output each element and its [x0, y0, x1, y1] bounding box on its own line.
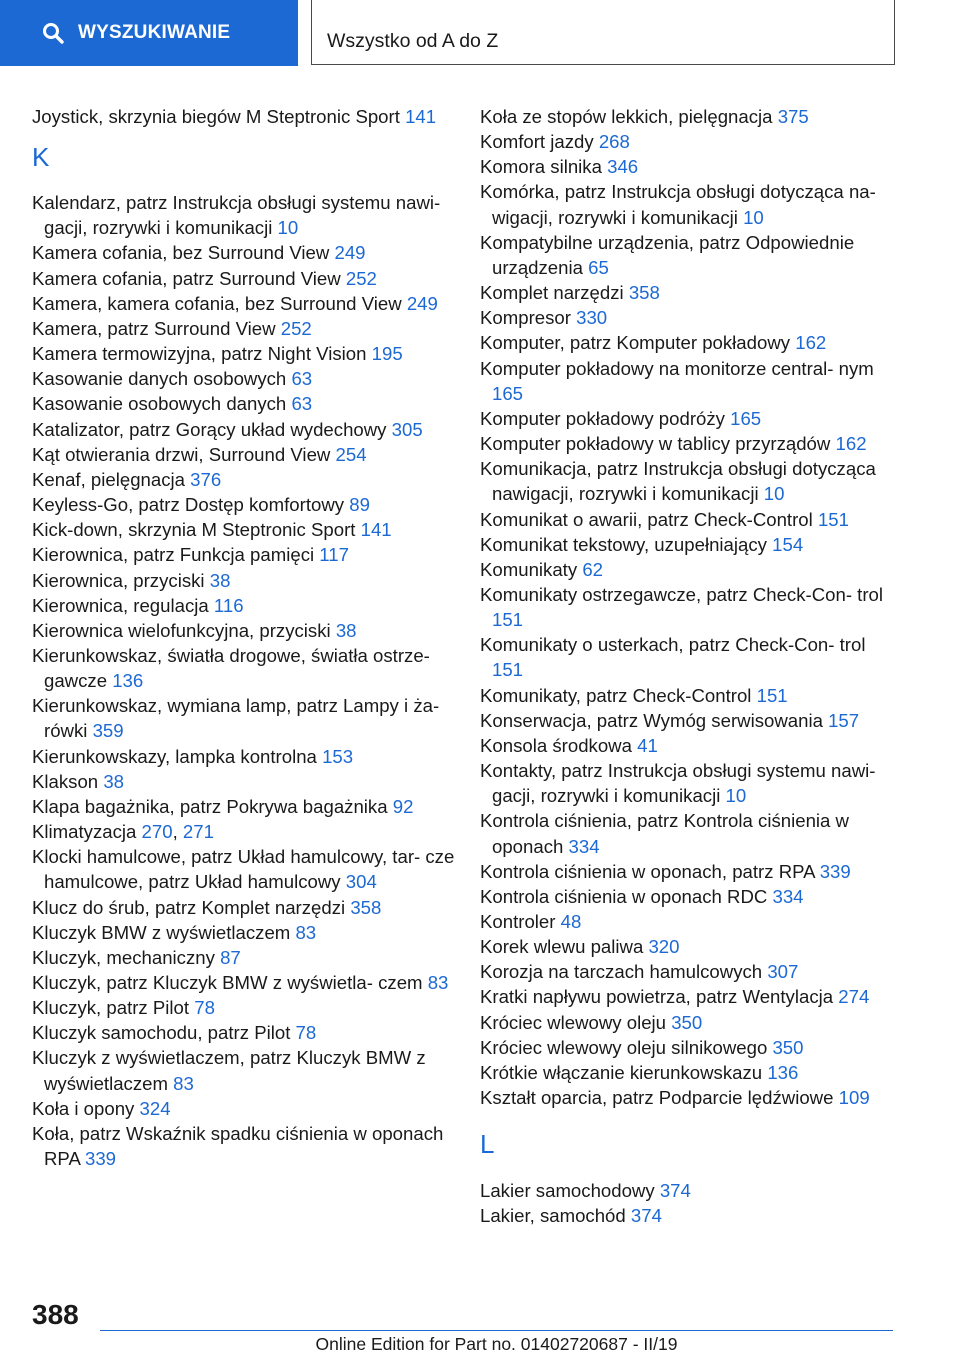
index-entry: [32, 945, 457, 970]
index-entry-text: Komputer pokładowy na monitorze central‐ nym: [480, 357, 874, 379]
search-button[interactable]: [0, 0, 298, 66]
page-reference-link[interactable]: 324: [139, 1097, 171, 1119]
index-entry: [480, 557, 900, 582]
index-entry: [32, 542, 457, 567]
page-reference-link[interactable]: 254: [335, 443, 367, 465]
page-reference-link[interactable]: 62: [582, 558, 604, 580]
page-reference-link[interactable]: 375: [777, 106, 809, 127]
index-entry-text: Kompatybilne urządzenia, patrz Odpowiednie urządzenia: [480, 231, 855, 278]
page-reference-link[interactable]: 358: [628, 282, 660, 304]
index-entry: [32, 266, 457, 291]
index-entry-text: Króciec wlewowy oleju: [480, 1011, 667, 1033]
index-entry: [32, 341, 457, 366]
index-entry-text: Kratki napływu powietrza, patrz Wentylacja: [480, 986, 834, 1008]
index-entry-text: Kontrola ciśnienia w oponach RDC: [480, 885, 768, 907]
page-reference-link[interactable]: 162: [795, 332, 827, 354]
page-reference-link[interactable]: 89: [349, 494, 370, 516]
index-entry-text: Kick-down, skrzynia M Steptronic Sport: [32, 519, 356, 541]
index-entry-text: Kierownica, patrz Funkcja pamięci: [32, 544, 315, 566]
index-entry-text: Keyless-Go, patrz Dostęp komfortowy: [32, 494, 345, 516]
page-reference-link[interactable]: 195: [371, 343, 403, 365]
index-entry-text: Kalendarz, patrz Instrukcja obsługi systemu nawi‐ gacji, rozrywki i komunikacji: [32, 192, 441, 239]
index-entry: [32, 1045, 457, 1095]
page-reference-link[interactable]: 271: [182, 821, 214, 843]
index-entry: [32, 920, 457, 945]
index-entry-text: Kierownica, regulacja: [32, 594, 209, 616]
index-entry: [480, 305, 900, 330]
index-entry: [480, 632, 900, 682]
page-reference-link[interactable]: 252: [280, 317, 312, 339]
index-entry: Klimatyzacja 270, 271: [32, 821, 214, 843]
index-entry: [32, 643, 457, 693]
search-label: WYSZUKIWANIE: [78, 22, 231, 43]
index-entry-text: Katalizator, patrz Gorący układ wydechowy: [32, 418, 387, 440]
index-entry-text: Kierownica, przyciski: [32, 569, 205, 591]
index-entry: [480, 1060, 900, 1085]
index-entry: [480, 280, 900, 305]
index-entry-text: Kierunkowskaz, światła drogowe, światła ostrze‐ gawcze: [32, 644, 430, 692]
index-entry-text: Korozja na tarczach hamulcowych: [480, 961, 763, 983]
index-entry: [480, 859, 900, 884]
index-entry: [480, 406, 900, 431]
page-reference-link[interactable]: 339: [819, 860, 851, 882]
index-entry: [32, 517, 457, 542]
index-entry: [32, 190, 457, 240]
page-reference-link[interactable]: 320: [648, 936, 680, 958]
page-reference-link[interactable]: 359: [92, 720, 124, 742]
index-entry-text: Kierunkowskaz, wymiana lamp, patrz Lampy i ża‐ rówki: [32, 695, 440, 742]
index-entry-text: Kamera termowizyjna, patrz Night Vision: [32, 343, 367, 365]
search-icon: [42, 22, 64, 44]
index-entry: [32, 366, 457, 391]
page-reference-link[interactable]: 252: [345, 267, 377, 289]
page-reference-link[interactable]: 10: [743, 206, 764, 228]
page-reference-link[interactable]: 10: [277, 217, 299, 239]
section-letter-heading: K: [32, 142, 50, 173]
page-reference-link[interactable]: 63: [291, 393, 313, 415]
index-entry-text: Kontakty, patrz Instrukcja obsługi systemu nawi‐ gacji, rozrywki i komunikacji: [480, 760, 876, 807]
index-entry-text: Kamera cofania, bez Surround View: [32, 242, 330, 264]
index-entry: [32, 316, 457, 341]
page-reference-link[interactable]: 304: [345, 871, 377, 893]
index-entry: [32, 844, 457, 894]
index-entry: [480, 230, 900, 280]
index-entry: [480, 582, 900, 632]
page-reference-link[interactable]: 334: [568, 835, 600, 857]
index-entry-text: Krótkie włączanie kierunkowskazu: [480, 1061, 763, 1083]
index-entry-text: Komunikaty, patrz Check-Control: [480, 684, 752, 706]
index-entry-text: Komputer pokładowy w tablicy przyrządów: [480, 433, 831, 455]
page-reference-link[interactable]: 65: [588, 256, 609, 278]
page-reference-link[interactable]: 83: [295, 921, 317, 943]
index-entry-text: Kąt otwierania drzwi, Surround View: [32, 443, 331, 465]
section-title: Wszystko od A do Z: [327, 30, 499, 52]
index-entry: [32, 568, 457, 593]
page-number: 388: [32, 1299, 79, 1330]
page-reference-link[interactable]: 141: [360, 519, 392, 541]
page-reference-link[interactable]: 270: [141, 821, 173, 843]
index-entry-text: Klucz do śrub, patrz Komplet narzędzi: [32, 896, 346, 918]
index-entry-text: Kontrola ciśnienia w oponach, patrz RPA: [480, 860, 815, 882]
index-entry: [480, 984, 900, 1009]
index-entry-text: Kasowanie osobowych danych: [32, 393, 287, 415]
index-entry: [480, 129, 900, 154]
section-letter-heading: L: [480, 1129, 495, 1160]
index-entry-text: Kluczyk z wyświetlaczem, patrz Kluczyk BMW z wyświetlaczem: [32, 1047, 426, 1094]
page-reference-link[interactable]: 151: [492, 659, 524, 681]
index-entry-text: Klakson: [32, 770, 99, 792]
index-entry-text: Joystick, skrzynia biegów M Steptronic Sport: [32, 106, 400, 127]
page-reference-link[interactable]: 339: [85, 1148, 117, 1170]
index-entry: [480, 154, 900, 179]
page-reference-link[interactable]: 330: [576, 307, 608, 329]
index-entry: [480, 532, 900, 557]
page-reference-link[interactable]: 334: [772, 885, 804, 907]
index-entry: [32, 593, 457, 618]
index-entry-text: Komplet narzędzi: [480, 282, 624, 304]
index-column-right: [480, 104, 900, 1229]
index-entry-text: Kluczyk samochodu, patrz Pilot: [32, 1022, 291, 1044]
index-entry-text: Koła, patrz Wskaźnik spadku ciśnienia w oponach RPA: [32, 1122, 444, 1170]
page-reference-link[interactable]: 10: [763, 483, 785, 505]
page-reference-link[interactable]: 307: [767, 961, 799, 983]
page-reference-link[interactable]: 83: [173, 1072, 194, 1094]
page-reference-link[interactable]: 78: [194, 997, 215, 1019]
page-reference-link[interactable]: 165: [492, 382, 524, 404]
index-entry-text: Komora silnika: [480, 156, 602, 178]
page-reference-link[interactable]: 109: [838, 1087, 870, 1109]
index-entry-text: Kluczyk, patrz Pilot: [32, 997, 190, 1019]
index-entry: [480, 330, 900, 355]
page-reference-link[interactable]: 38: [103, 770, 125, 792]
page-reference-link[interactable]: 48: [560, 911, 582, 932]
page-reference-link[interactable]: 116: [213, 594, 244, 616]
index-entry-text: Koła ze stopów lekkich, pielęgnacja: [480, 106, 773, 127]
page-reference-link[interactable]: 136: [112, 670, 144, 692]
index-entry: [32, 1121, 457, 1171]
index-entry-text: Komunikaty: [480, 558, 578, 580]
index-entry: [32, 1020, 457, 1045]
index-entry-text: Koła i opony: [32, 1097, 135, 1119]
footer-edition-text: Online Edition for Part no. 01402720687 - II/19: [315, 1334, 678, 1354]
page-reference-link[interactable]: 358: [350, 896, 382, 918]
index-entry: [32, 104, 457, 129]
index-entry: [480, 758, 900, 808]
index-entry: [480, 456, 900, 506]
index-entry: [480, 1178, 900, 1203]
index-entry: [480, 884, 900, 909]
page-reference-link[interactable]: 376: [190, 468, 222, 490]
index-entry-text: Kenaf, pielęgnacja: [32, 468, 185, 490]
index-entry: [32, 995, 457, 1020]
index-entry-text: Kierunkowskazy, lampka kontrolna: [32, 745, 317, 767]
page-reference-link[interactable]: 78: [295, 1022, 317, 1044]
page-reference-link[interactable]: 63: [291, 368, 313, 390]
page-reference-link[interactable]: 41: [637, 734, 658, 756]
index-entry: [480, 909, 900, 934]
index-entry: [480, 356, 900, 406]
page-reference-link[interactable]: 151: [756, 684, 788, 706]
page-reference-link[interactable]: 350: [671, 1011, 703, 1033]
index-entry: [32, 467, 457, 492]
index-entry-text: Kompresor: [480, 307, 571, 329]
index-entry-text: Klimatyzacja: [32, 821, 137, 843]
page-reference-link[interactable]: 141: [405, 106, 437, 127]
index-entry: [480, 104, 900, 129]
page-reference-link[interactable]: 374: [630, 1205, 662, 1227]
index-entry-text: Kamera, kamera cofania, bez Surround View: [32, 292, 402, 314]
index-entry-text: Króciec wlewowy oleju silnikowego: [480, 1036, 768, 1058]
index-entry-text: Konserwacja, patrz Wymóg serwisowania: [480, 709, 823, 731]
index-entry: [32, 970, 457, 995]
index-entry: [32, 240, 457, 265]
index-entry-text: Kamera cofania, patrz Surround View: [32, 267, 341, 289]
page-reference-link[interactable]: 350: [772, 1036, 804, 1058]
index-entry: [32, 769, 457, 794]
index-entry: [32, 442, 457, 467]
page-reference-link[interactable]: 165: [730, 407, 762, 429]
page-reference-link[interactable]: 87: [220, 946, 241, 968]
page-reference-link[interactable]: 162: [835, 433, 867, 455]
index-entry-text: Komunikacja, patrz Instrukcja obsługi dotycząca nawigacji, rozrywki i komunikacji: [480, 458, 876, 505]
index-entry: [32, 492, 457, 517]
index-entry: [32, 693, 457, 743]
index-entry-text: Korek wlewu paliwa: [480, 936, 644, 958]
index-entry: [32, 895, 457, 920]
page-reference-link[interactable]: 136: [767, 1061, 799, 1083]
index-entry-text: Kasowanie danych osobowych: [32, 368, 287, 390]
header-bar: [0, 0, 960, 66]
page-reference-link[interactable]: 249: [406, 292, 438, 314]
index-entry-text: Komunikat tekstowy, uzupełniający: [480, 533, 767, 555]
index-entry-text: Komórka, patrz Instrukcja obsługi dotycząca na‐ wigacji, rozrywki i komunikacji: [480, 181, 876, 228]
page-reference-link[interactable]: 151: [492, 609, 524, 631]
index-entry-text: Komputer, patrz Komputer pokładowy: [480, 332, 791, 354]
footer-divider: [100, 1330, 893, 1331]
index-entry: [32, 291, 457, 316]
index-entry: [480, 683, 900, 708]
page-reference-link[interactable]: 153: [322, 745, 354, 767]
index-entry: [32, 794, 457, 819]
index-entry-text: Konsola środkowa: [480, 734, 632, 756]
page-reference-link[interactable]: 305: [391, 418, 423, 440]
index-entry: [480, 1010, 900, 1035]
index-entry-text: Lakier, samochód: [480, 1205, 626, 1227]
index-entry-text: Kluczyk BMW z wyświetlaczem: [32, 921, 291, 943]
page-reference-link[interactable]: 374: [659, 1180, 691, 1202]
page-reference-link[interactable]: 151: [817, 508, 849, 530]
index-entry: [480, 708, 900, 733]
page-reference-link[interactable]: 249: [334, 242, 366, 264]
page-reference-link[interactable]: 268: [598, 131, 630, 153]
index-entry: [480, 1085, 900, 1110]
index-entry: [480, 179, 900, 229]
page-reference-link[interactable]: 157: [828, 709, 860, 731]
index-entry: [32, 618, 457, 643]
index-entry-text: Kształt oparcia, patrz Podparcie lędźwiowe: [480, 1087, 834, 1109]
index-entry: [32, 744, 457, 769]
index-entry-text: Komunikaty ostrzegawcze, patrz Check-Con‐ trol: [480, 583, 884, 605]
page-reference-link[interactable]: 10: [725, 785, 747, 807]
page-reference-link[interactable]: 117: [319, 544, 349, 566]
index-entry-text: Kontrola ciśnienia, patrz Kontrola ciśnienia w oponach: [480, 810, 849, 857]
index-entry: [480, 1035, 900, 1060]
index-entry: [32, 1096, 457, 1121]
index-entry-text: Lakier samochodowy: [480, 1180, 655, 1202]
index-entry: [480, 959, 900, 984]
page-reference-link[interactable]: 92: [392, 795, 414, 817]
index-entry-text: Komputer pokładowy podróży: [480, 407, 725, 429]
page-reference-link[interactable]: 38: [335, 619, 357, 641]
section-title-tab: [311, 0, 895, 65]
index-entry-text: Klocki hamulcowe, patrz Układ hamulcowy, tar‐ cze hamulcowe, patrz Układ hamulcowy: [32, 846, 455, 893]
index-entry: [480, 431, 900, 456]
page-reference-link[interactable]: 346: [607, 156, 639, 178]
index-entry-text: Klapa bagażnika, patrz Pokrywa bagażnika: [32, 795, 388, 817]
index-entry-text: Kontroler: [480, 911, 556, 932]
page-reference-link[interactable]: 38: [209, 569, 231, 591]
page-reference-link[interactable]: 83: [427, 972, 449, 993]
index-entry: [480, 733, 900, 758]
index-entry: [480, 934, 900, 959]
index-entry: [480, 1203, 900, 1228]
index-entry: [32, 391, 457, 416]
index-entry: [480, 808, 900, 858]
index-entry-text: Komunikaty o usterkach, patrz Check-Con‐ trol: [480, 634, 866, 656]
index-entry: [32, 417, 457, 442]
page-reference-link[interactable]: 154: [772, 533, 804, 555]
index-entry: [480, 507, 900, 532]
index-column-left: [32, 104, 457, 1171]
index-entry-text: Kluczyk, mechaniczny: [32, 946, 215, 968]
index-entry-text: Komunikat o awarii, patrz Check-Control: [480, 508, 813, 530]
page-reference-link[interactable]: 274: [838, 986, 870, 1008]
index-entry-text: Kamera, patrz Surround View: [32, 317, 276, 339]
index-entry-text: Kluczyk, patrz Kluczyk BMW z wyświetla‐ czem: [32, 972, 423, 993]
index-entry-text: Kierownica wielofunkcyjna, przyciski: [32, 619, 331, 641]
index-entry-text: Komfort jazdy: [480, 131, 594, 153]
